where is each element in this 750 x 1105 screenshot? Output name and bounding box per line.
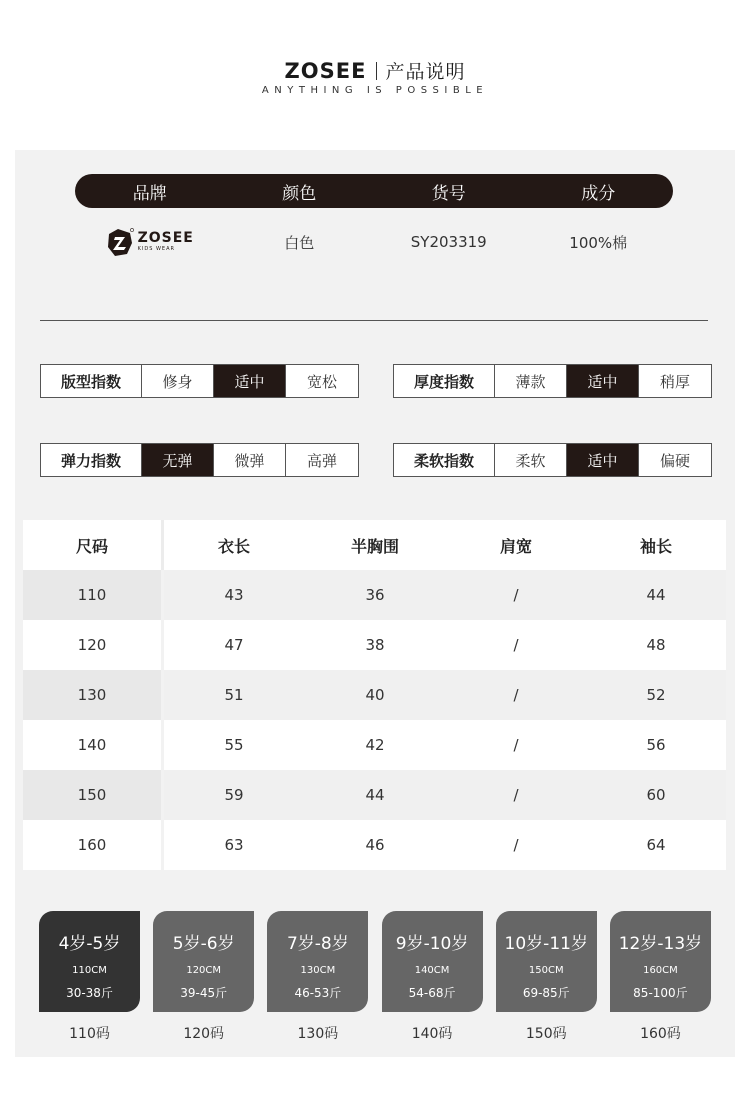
index-fit-option-2: 适中 [214, 365, 286, 397]
age-size-code: 150码 [525, 1026, 567, 1042]
info-header-bar [75, 174, 673, 208]
age-weight: 30-38斤 [66, 986, 113, 1000]
index-elasticity-option-2: 微弹 [214, 444, 286, 476]
index-softness-label: 柔软指数 [394, 444, 495, 476]
table-row [23, 770, 726, 820]
age-card [496, 911, 597, 1012]
age-card-col [610, 911, 711, 1043]
table-row [23, 820, 726, 870]
cell-size: 140 [23, 720, 164, 770]
cell-size: 130 [23, 670, 164, 720]
age-card-col [153, 911, 254, 1043]
cell-half-chest: 46 [304, 820, 446, 870]
index-elasticity-label: 弹力指数 [41, 444, 142, 476]
cell-half-chest: 36 [304, 570, 446, 620]
age-card-col [267, 911, 368, 1043]
age-range: 9岁-10岁 [395, 934, 469, 954]
cell-shoulder: / [446, 720, 586, 770]
brand-row [0, 57, 750, 84]
index-fit-option-1: 修身 [142, 365, 214, 397]
cell-sleeve: 48 [586, 620, 726, 670]
cell-length: 43 [164, 570, 304, 620]
index-thickness-option-2: 适中 [567, 365, 639, 397]
logo-main-text: ZOSEE [137, 230, 194, 246]
cell-size: 120 [23, 620, 164, 670]
zosee-logo-icon [106, 227, 134, 257]
cell-sleeve: 64 [586, 820, 726, 870]
table-row [23, 570, 726, 620]
header-size: 尺码 [23, 520, 164, 570]
index-softness [393, 443, 712, 477]
index-fit-option-3: 宽松 [306, 372, 337, 391]
info-header-brand: 品牌 [132, 183, 167, 204]
index-softness-option-1: 柔软 [495, 444, 567, 476]
cell-shoulder: / [446, 670, 586, 720]
age-size-code: 110码 [69, 1026, 110, 1042]
table-row [23, 670, 726, 720]
logo-sub-text: KIDS WEAR [137, 246, 175, 252]
cell-half-chest: 40 [304, 670, 446, 720]
age-height: 150CM [528, 965, 564, 976]
brand-separator [376, 62, 377, 80]
product-panel [15, 150, 735, 1057]
age-card [153, 911, 254, 1012]
section-divider [40, 320, 708, 321]
cell-length: 63 [164, 820, 304, 870]
age-range: 4岁-5岁 [58, 934, 121, 954]
age-height: 160CM [643, 965, 678, 976]
age-height: 140CM [414, 965, 450, 976]
cell-half-chest: 38 [304, 620, 446, 670]
age-height: 120CM [186, 965, 222, 976]
brand-name: ZOSEE [284, 58, 367, 83]
age-card [382, 911, 483, 1012]
cell-sleeve: 52 [586, 670, 726, 720]
cell-shoulder: / [446, 620, 586, 670]
age-range: 10岁-11岁 [504, 934, 588, 954]
age-height: 130CM [300, 965, 336, 976]
table-row [23, 720, 726, 770]
cell-size: 150 [23, 770, 164, 820]
table-row [23, 620, 726, 670]
index-thickness-label: 厚度指数 [394, 365, 495, 397]
page-title: 产品说明 [385, 61, 466, 83]
info-sku-value: SY203319 [410, 233, 487, 251]
info-values-row [75, 222, 673, 262]
cell-sleeve: 44 [586, 570, 726, 620]
cell-sleeve: 60 [586, 770, 726, 820]
age-size-code: 120码 [183, 1026, 225, 1042]
cell-length: 55 [164, 720, 304, 770]
size-table-header [23, 520, 726, 570]
cell-half-chest: 42 [304, 720, 446, 770]
cell-length: 51 [164, 670, 304, 720]
info-header-sku: 货号 [431, 183, 466, 204]
age-range: 7岁-8岁 [286, 934, 349, 954]
age-range: 5岁-6岁 [172, 934, 235, 954]
index-thickness-option-3: 稍厚 [659, 372, 690, 391]
index-softness-option-2: 适中 [567, 444, 639, 476]
logo-text [138, 231, 194, 253]
age-weight: 46-53斤 [294, 986, 342, 1000]
cell-shoulder: / [446, 820, 586, 870]
age-size-code: 130码 [297, 1026, 339, 1042]
cell-length: 47 [164, 620, 304, 670]
age-weight: 85-100斤 [633, 986, 688, 1000]
cell-half-chest: 44 [304, 770, 446, 820]
index-elasticity-option-1: 无弹 [142, 444, 214, 476]
cell-shoulder: / [446, 770, 586, 820]
index-fit [40, 364, 359, 398]
size-table [23, 520, 726, 870]
header-sleeve: 袖长 [639, 536, 672, 556]
header-shoulder: 肩宽 [499, 536, 532, 556]
age-weight: 39-45斤 [180, 986, 228, 1000]
header-length: 衣长 [217, 536, 250, 556]
age-card-col [496, 911, 597, 1043]
header-half-chest: 半胸围 [350, 536, 399, 556]
age-size-code: 140码 [411, 1026, 453, 1042]
info-color-value: 白色 [284, 233, 315, 252]
age-weight: 69-85斤 [522, 986, 570, 1000]
index-thickness-option-1: 薄款 [495, 365, 567, 397]
age-card-col [39, 911, 140, 1043]
age-weight: 54-68斤 [408, 986, 456, 1000]
info-header-material: 成分 [581, 183, 616, 204]
info-material-value: 100%棉 [569, 233, 628, 252]
cell-size: 160 [23, 820, 164, 870]
index-softness-option-3: 偏硬 [659, 451, 690, 470]
index-elasticity-option-3: 高弹 [306, 451, 337, 470]
cell-shoulder: / [446, 570, 586, 620]
index-thickness [393, 364, 712, 398]
age-card [267, 911, 368, 1012]
age-range: 12岁-13岁 [618, 934, 703, 954]
age-card-col [382, 911, 483, 1043]
cell-size: 110 [23, 570, 164, 620]
age-size-code: 160码 [640, 1026, 681, 1042]
info-brand-logo [75, 227, 225, 257]
page-header [0, 0, 750, 150]
age-card [610, 911, 711, 1012]
age-height: 110CM [72, 965, 107, 976]
cell-length: 59 [164, 770, 304, 820]
info-header-color: 颜色 [282, 183, 317, 204]
cell-sleeve: 56 [586, 720, 726, 770]
age-card [39, 911, 140, 1012]
index-elasticity [40, 443, 359, 477]
index-fit-label: 版型指数 [41, 365, 142, 397]
age-cards [39, 911, 711, 1043]
tagline: ANYTHING IS POSSIBLE [261, 85, 489, 96]
zosee-logo [106, 227, 194, 257]
